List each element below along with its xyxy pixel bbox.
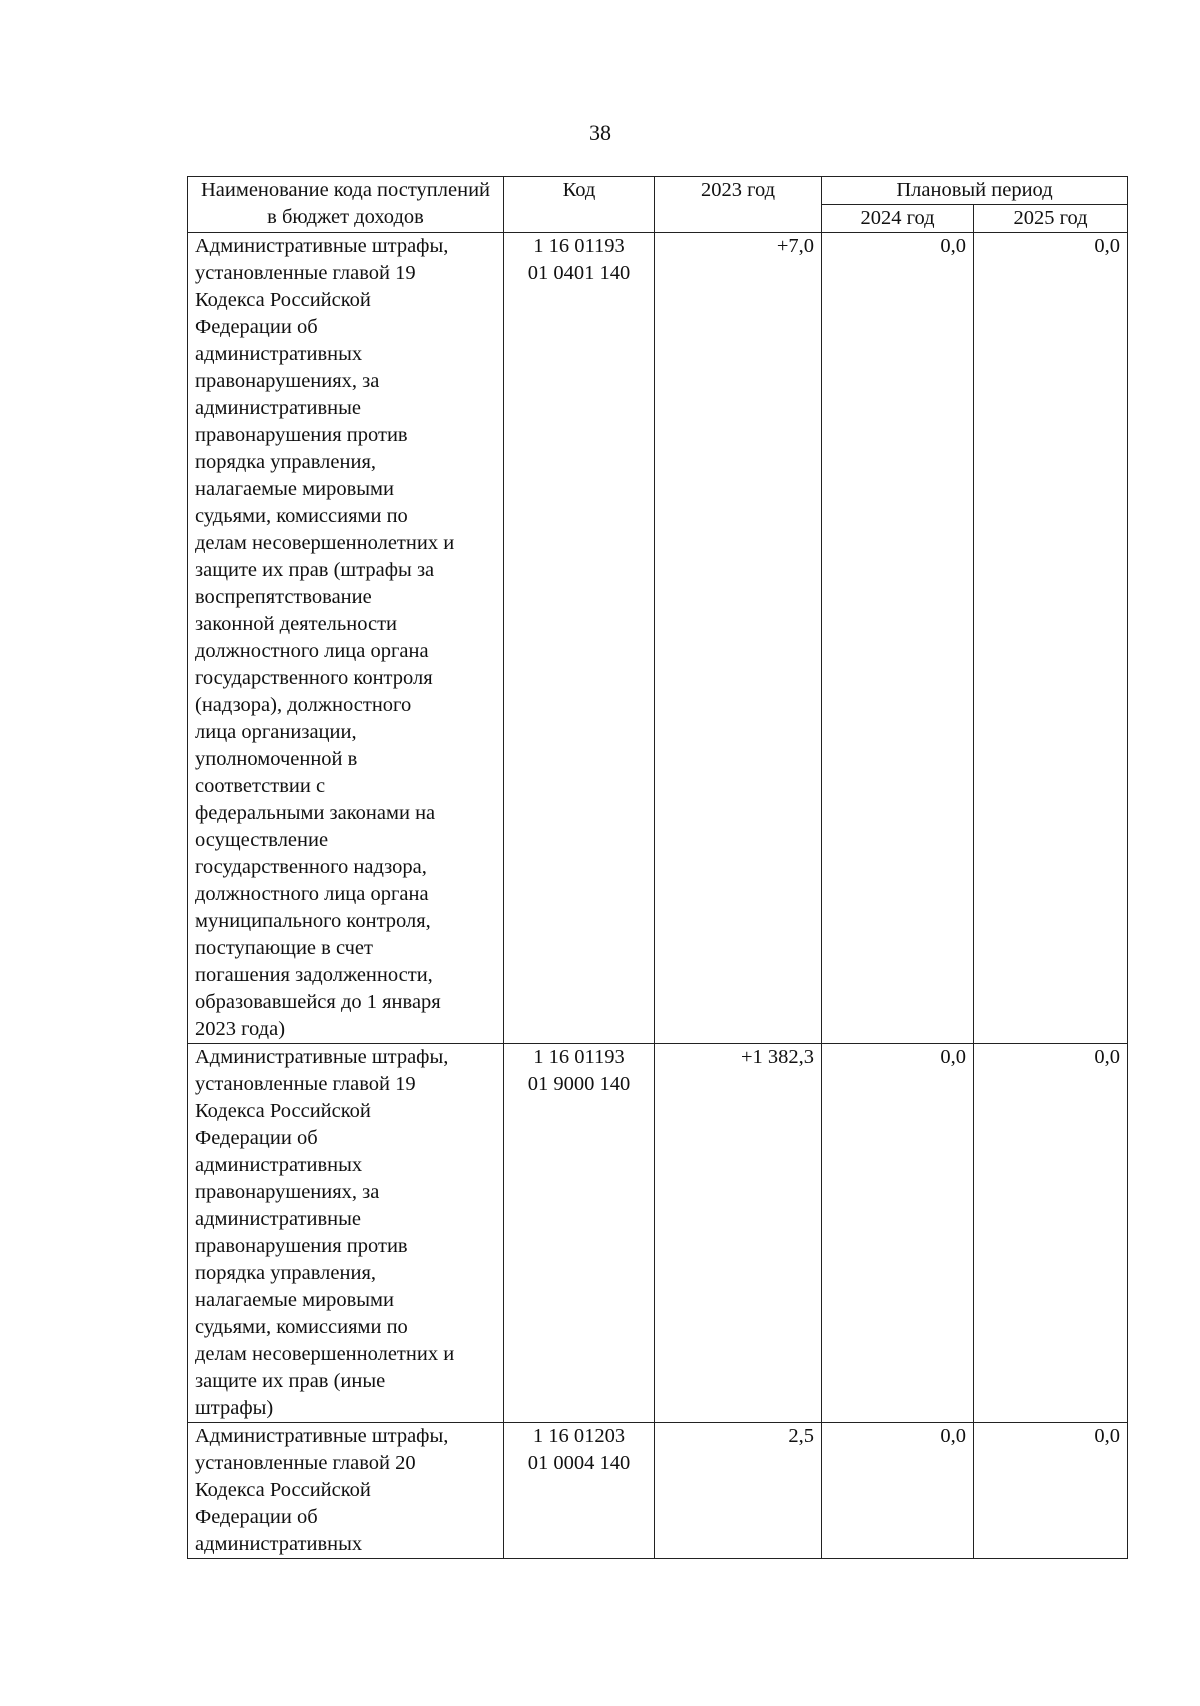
table-row	[188, 1423, 1128, 1559]
revenue-name-line: Федерации об	[195, 316, 318, 338]
revenue-name-line: административные	[195, 1208, 361, 1230]
revenue-name-line: Административные штрафы,	[195, 235, 449, 257]
revenue-code-line: 01 0004 140	[527, 1452, 631, 1474]
revenue-name-line: (надзора), должностного	[195, 694, 412, 716]
page-number: 38	[589, 120, 611, 145]
revenue-name-line: делам несовершеннолетних и	[195, 532, 455, 554]
revenue-code-line: 01 9000 140	[527, 1073, 631, 1095]
amount-2024-cell: 0,0	[822, 1423, 974, 1559]
revenue-name-line: воспрепятствование	[195, 586, 372, 608]
revenue-name-line: государственного надзора,	[195, 856, 427, 878]
header-name: Наименование кода поступлений в бюджет доходов	[188, 177, 504, 233]
revenue-name-line: защите их прав (штрафы за	[195, 559, 435, 581]
revenue-name-line: 2023 года)	[195, 1018, 286, 1040]
amount-2025-cell: 0,0	[974, 1044, 1128, 1423]
revenue-name-line: налагаемые мировыми	[195, 478, 394, 500]
revenue-name-line: правонарушения против	[195, 1235, 408, 1257]
revenue-name-line: установленные главой 19	[195, 1073, 416, 1095]
revenue-code-line: 1 16 01203	[532, 1425, 626, 1447]
table-row	[188, 1044, 1128, 1423]
amount-2024-cell: 0,0	[822, 233, 974, 1044]
revenue-name-line: государственного контроля	[195, 667, 433, 689]
revenue-name-line: порядка управления,	[195, 451, 377, 473]
revenue-name-line: погашения задолженности,	[195, 964, 433, 986]
revenue-name-line: административных	[195, 343, 363, 365]
revenue-name-line: Кодекса Российской	[195, 1100, 371, 1122]
header-planned-period: Плановый период	[822, 177, 1128, 205]
revenue-name-cell	[188, 1423, 504, 1559]
revenue-name-line: соответствии с	[195, 775, 326, 797]
amount-2025-cell: 0,0	[974, 1423, 1128, 1559]
revenue-name-line: судьями, комиссиями по	[195, 1316, 408, 1338]
revenue-name-cell	[188, 1044, 504, 1423]
amount-2023-cell: +1 382,3	[655, 1044, 822, 1423]
revenue-code-line: 01 0401 140	[527, 262, 631, 284]
header-2023: 2023 год	[655, 177, 822, 233]
revenue-code-line: 1 16 01193	[533, 235, 625, 257]
revenue-name-cell	[188, 233, 504, 1044]
revenue-code-line: 1 16 01193	[533, 1046, 625, 1068]
revenue-name-line: поступающие в счет	[195, 937, 373, 959]
revenue-name-line: образовавшейся до 1 января	[195, 991, 441, 1013]
revenue-name-line: лица организации,	[195, 721, 357, 743]
revenue-name-line: порядка управления,	[195, 1262, 377, 1284]
revenue-name-line: штрафы)	[195, 1397, 274, 1419]
table-row	[188, 233, 1128, 1044]
revenue-name-line: Федерации об	[195, 1506, 318, 1528]
revenue-name-line: должностного лица органа	[195, 883, 429, 905]
revenue-name-line: установленные главой 20	[195, 1452, 416, 1474]
revenue-name-line: осуществление	[195, 829, 329, 851]
revenue-name-line: судьями, комиссиями по	[195, 505, 408, 527]
revenue-name-line: правонарушениях, за	[195, 1181, 380, 1203]
revenue-name-line: Административные штрафы,	[195, 1046, 449, 1068]
revenue-name-line: правонарушениях, за	[195, 370, 380, 392]
revenue-name-line: муниципального контроля,	[195, 910, 431, 932]
revenue-code-cell	[504, 1423, 655, 1559]
revenue-code-cell	[504, 233, 655, 1044]
revenue-name-line: делам несовершеннолетних и	[195, 1343, 455, 1365]
amount-2025-cell: 0,0	[974, 233, 1128, 1044]
revenue-name-line: Кодекса Российской	[195, 289, 371, 311]
header-code: Код	[504, 177, 655, 233]
revenue-name-line: должностного лица органа	[195, 640, 429, 662]
amount-2023-cell: 2,5	[655, 1423, 822, 1559]
amount-2023-cell: +7,0	[655, 233, 822, 1044]
revenue-name-line: законной деятельности	[195, 613, 398, 635]
revenue-name-line: Кодекса Российской	[195, 1479, 371, 1501]
revenue-name-line: административных	[195, 1533, 363, 1555]
revenue-name-line: правонарушения против	[195, 424, 408, 446]
revenue-name-line: установленные главой 19	[195, 262, 416, 284]
revenue-name-line: защите их прав (иные	[195, 1370, 386, 1392]
revenue-name-line: Федерации об	[195, 1127, 318, 1149]
header-2024: 2024 год	[822, 205, 974, 233]
revenue-name-line: административные	[195, 397, 361, 419]
revenue-name-line: Административные штрафы,	[195, 1425, 449, 1447]
revenue-name-line: налагаемые мировыми	[195, 1289, 394, 1311]
revenue-name-line: федеральными законами на	[195, 802, 436, 824]
revenue-name-line: уполномоченной в	[195, 748, 358, 770]
amount-2024-cell: 0,0	[822, 1044, 974, 1423]
revenue-name-line: административных	[195, 1154, 363, 1176]
revenue-table	[187, 176, 1128, 1559]
header-2025: 2025 год	[974, 205, 1128, 233]
revenue-code-cell	[504, 1044, 655, 1423]
